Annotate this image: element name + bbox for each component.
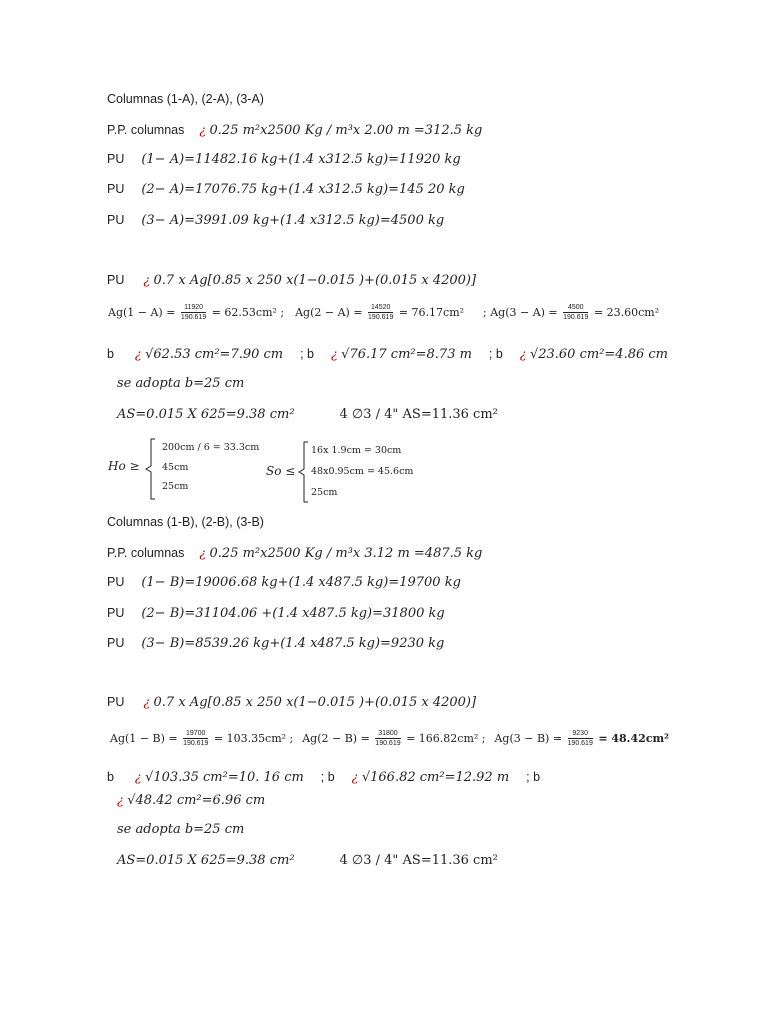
pu-label: PU xyxy=(107,636,125,650)
pu-2b-line xyxy=(107,606,445,621)
adopta-a: se adopta b=25 cm xyxy=(117,376,245,391)
ag-1a-prefix: Ag(1 − A) = xyxy=(108,305,176,319)
replacement-glyph: ¿ xyxy=(351,769,359,784)
ho-item-2: 45cm xyxy=(162,462,189,473)
pu-2a-equation: (2− A)=17076.75 kg+(1.4 x312.5 kg)=145 20 kg xyxy=(141,182,465,197)
pu-formula: 0.7 x Ag[0.85 x 250 x(1−0.015 )+(0.015 x 4200)] xyxy=(153,695,477,710)
pu-1b-equation: (1− B)=19006.68 kg+(1.4 x487.5 kg)=19700 kg xyxy=(141,575,461,590)
fraction-numerator: 19700 xyxy=(183,729,208,739)
ag-1a-result: = 62.53cm² ; xyxy=(211,305,285,319)
ag-2b-fraction xyxy=(375,729,400,748)
pu-3b-line xyxy=(107,636,444,651)
replacement-glyph: ¿ xyxy=(143,694,151,709)
pu-3b-equation: (3− B)=8539.26 kg+(1.4 x487.5 kg)=9230 kg xyxy=(141,636,445,651)
b-label: ; b xyxy=(320,770,335,784)
ag-1b-fraction xyxy=(183,729,208,748)
fraction-numerator: 11920 xyxy=(181,303,206,313)
ag-1a-fraction xyxy=(181,303,206,322)
ag-3a-fraction xyxy=(563,303,588,322)
replacement-glyph: ¿ xyxy=(134,346,142,361)
pu-label: PU xyxy=(107,182,125,196)
pp-equation: 0.25 m²x2500 Kg / m³x 3.12 m =487.5 kg xyxy=(209,546,483,561)
b-label: b xyxy=(107,347,114,361)
as-equation: AS=0.015 X 625=9.38 cm² xyxy=(117,853,295,868)
pu-2b-equation: (2− B)=31104.06 +(1.4 x487.5 kg)=31800 kg xyxy=(141,606,445,621)
pu-label: PU xyxy=(107,152,125,166)
b-label: b xyxy=(107,770,114,784)
ag-2a-result: = 76.17cm² xyxy=(398,305,465,319)
so-item-3: 25cm xyxy=(311,487,338,498)
replacement-glyph: ¿ xyxy=(134,769,142,784)
fraction-denominator: 190.619 xyxy=(180,314,207,321)
pu-formula: 0.7 x Ag[0.85 x 250 x(1−0.015 )+(0.015 x 4200)] xyxy=(153,273,477,288)
as-bar: 4 ∅3 / 4" AS=11.36 cm² xyxy=(339,407,498,422)
replacement-glyph: ¿ xyxy=(199,122,207,137)
ag-2b-result: = 166.82cm² ; xyxy=(406,731,486,745)
ag-2a-prefix: Ag(2 − A) = xyxy=(295,305,363,319)
replacement-glyph: ¿ xyxy=(143,272,151,287)
fraction-numerator: 4500 xyxy=(563,303,588,313)
pu-3a-equation: (3− A)=3991.09 kg+(1.4 x312.5 kg)=4500 kg xyxy=(141,213,445,228)
b-3b-equation: √48.42 cm²=6.96 cm xyxy=(127,793,266,808)
pu-formula-b-line xyxy=(107,694,476,710)
fraction-denominator: 190.619 xyxy=(375,740,401,747)
ho-label: Ho ≥ xyxy=(108,459,140,473)
b-3b-line xyxy=(117,792,265,808)
ag-a-line xyxy=(108,303,659,322)
pu-label: PU xyxy=(107,273,125,287)
so-item-1: 16x 1.9cm = 30cm xyxy=(311,445,402,456)
section-a-heading: Columnas (1-A), (2-A), (3-A) xyxy=(107,92,264,106)
ho-item-3: 25cm xyxy=(162,481,189,492)
so-label: So ≤ xyxy=(266,464,296,478)
adopta-b: se adopta b=25 cm xyxy=(117,822,245,837)
as-b-line xyxy=(117,853,498,868)
ag-3a-prefix: ; Ag(3 − A) = xyxy=(483,305,558,319)
fraction-numerator: 31800 xyxy=(375,729,400,739)
pu-label: PU xyxy=(107,606,125,620)
b-label: ; b xyxy=(488,347,503,361)
ag-b-line xyxy=(110,729,669,748)
replacement-glyph: ¿ xyxy=(199,545,207,560)
ag-2a-fraction xyxy=(368,303,393,322)
so-item-2: 48x0.95cm = 45.6cm xyxy=(311,466,414,477)
ag-3b-result: = 48.42cm² xyxy=(598,731,669,745)
pu-1a-line xyxy=(107,152,461,167)
fraction-numerator: 9230 xyxy=(568,729,593,739)
ag-1b-prefix: Ag(1 − B) = xyxy=(110,731,178,745)
fraction-numerator: 14520 xyxy=(368,303,393,313)
pu-1b-line xyxy=(107,575,461,590)
b-2b-equation: √166.82 cm²=12.92 m xyxy=(361,770,510,785)
b-1b-equation: √103.35 cm²=10. 16 cm xyxy=(145,770,304,785)
pp-label: P.P. columnas xyxy=(107,546,185,560)
b-3a-equation: √23.60 cm²=4.86 cm xyxy=(529,347,668,362)
b-values-a-line xyxy=(107,346,668,362)
pp-columnas-a-line xyxy=(107,122,482,138)
ag-1b-result: = 103.35cm² ; xyxy=(213,731,294,745)
pp-columnas-b-line xyxy=(107,545,482,561)
ag-3b-prefix: Ag(3 − B) = xyxy=(494,731,563,745)
ag-3b-fraction xyxy=(568,729,593,748)
replacement-glyph: ¿ xyxy=(519,346,527,361)
replacement-glyph: ¿ xyxy=(330,346,338,361)
pp-label: P.P. columnas xyxy=(107,123,185,137)
fraction-denominator: 190.619 xyxy=(563,314,589,321)
fraction-denominator: 190.619 xyxy=(183,740,209,747)
pu-2a-line xyxy=(107,182,465,197)
b-values-b-line xyxy=(107,769,540,785)
pu-1a-equation: (1− A)=11482.16 kg+(1.4 x312.5 kg)=11920 kg xyxy=(141,152,461,167)
pu-label: PU xyxy=(107,695,125,709)
ho-item-1: 200cm / 6 = 33.3cm xyxy=(162,442,260,453)
pu-3a-line xyxy=(107,213,444,228)
ag-2b-prefix: Ag(2 − B) = xyxy=(302,731,370,745)
fraction-denominator: 190.619 xyxy=(567,740,593,747)
ag-3a-result: = 23.60cm² xyxy=(593,305,660,319)
as-bar: 4 ∅3 / 4" AS=11.36 cm² xyxy=(339,853,498,868)
so-brace xyxy=(296,440,312,504)
b-label: ; b xyxy=(526,770,541,784)
section-b-heading: Columnas (1-B), (2-B), (3-B) xyxy=(107,515,264,529)
b-2a-equation: √76.17 cm²=8.73 m xyxy=(341,347,472,362)
replacement-glyph: ¿ xyxy=(117,792,124,807)
pu-label: PU xyxy=(107,575,125,589)
as-equation: AS=0.015 X 625=9.38 cm² xyxy=(117,407,295,422)
ho-brace xyxy=(143,437,159,501)
pu-label: PU xyxy=(107,213,125,227)
b-label: ; b xyxy=(300,347,315,361)
pp-equation: 0.25 m²x2500 Kg / m³x 2.00 m =312.5 kg xyxy=(209,123,483,138)
b-1a-equation: √62.53 cm²=7.90 cm xyxy=(145,347,284,362)
fraction-denominator: 190.619 xyxy=(368,314,394,321)
pu-formula-a-line xyxy=(107,272,476,288)
as-a-line xyxy=(117,407,498,422)
